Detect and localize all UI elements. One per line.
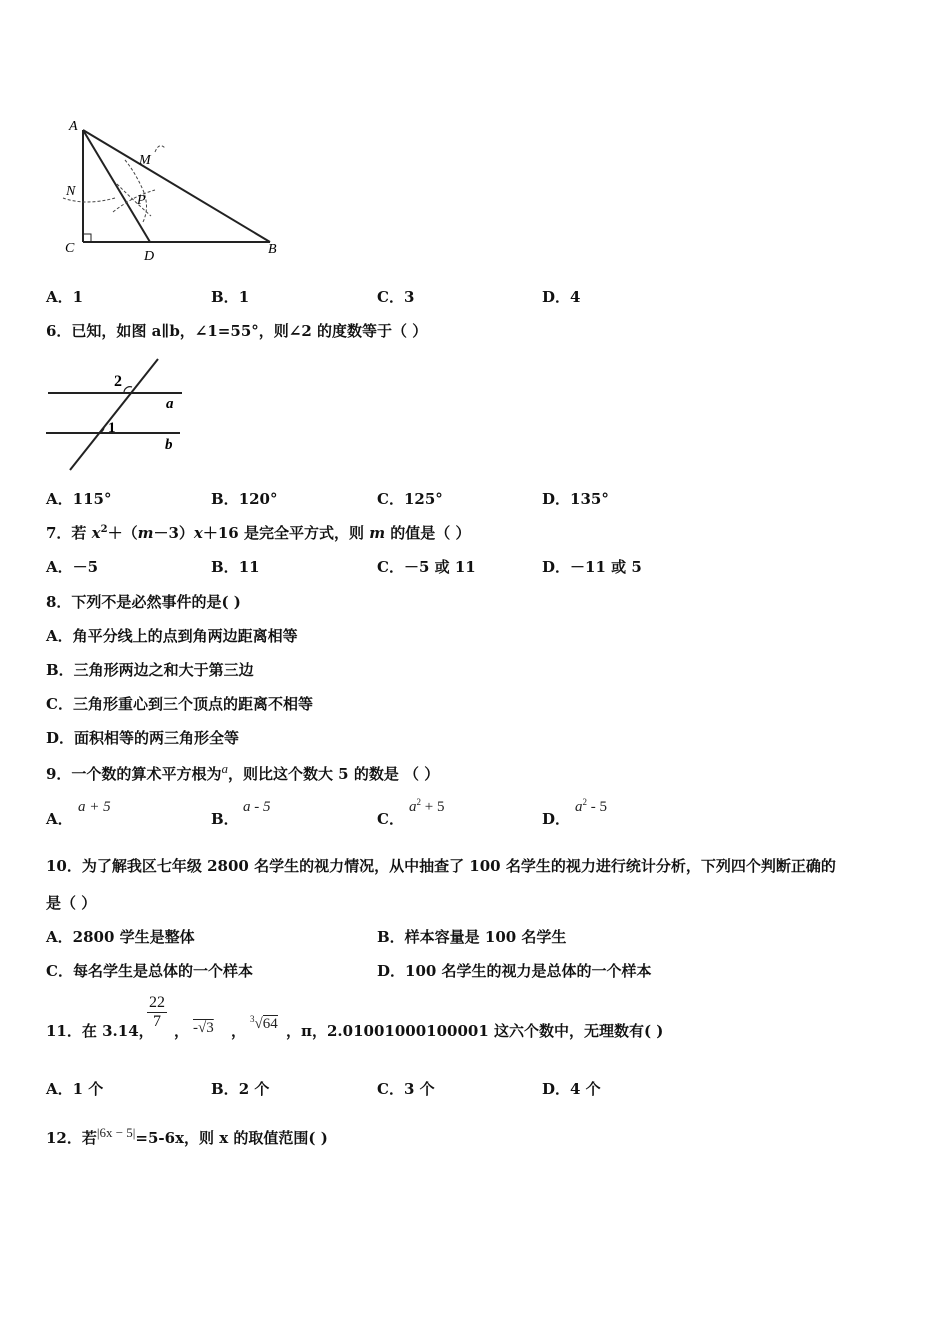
q9-option-a[interactable]: A． [46, 810, 73, 828]
q10-option-b[interactable]: B．样本容量是 100 名学生 [377, 928, 567, 946]
q7-option-c[interactable]: C．－5 或 11 [377, 558, 476, 576]
q6-option-d[interactable]: D．135° [542, 490, 609, 508]
cube-root-64: $^3$√64 [250, 1014, 278, 1032]
q10-option-a[interactable]: A．2800 学生是整体 [46, 928, 195, 946]
label-d: D [144, 249, 155, 264]
q7-option-a[interactable]: A．－5 [46, 558, 99, 576]
q9-option-c-expr: $a^2 + 5$ [409, 797, 445, 815]
label-b: b [165, 437, 173, 453]
label-m: M [139, 153, 151, 168]
parallel-lines-figure [44, 356, 189, 476]
label-n: N [66, 184, 76, 199]
q9-option-d-expr: $a^2 - 5$ [575, 797, 607, 815]
q9-option-b-expr: a - 5 [243, 799, 271, 815]
q9-option-a-expr: a + 5 [78, 799, 111, 815]
q8-stem: 8．下列不是必然事件的是( ) [46, 593, 241, 611]
q8-option-c[interactable]: C．三角形重心到三个顶点的距离不相等 [46, 695, 313, 713]
q6-option-c[interactable]: C．125° [377, 490, 443, 508]
q11-sep1: ， [174, 1022, 190, 1040]
q12-stem: 12．若$^{|6x - 5|}$=5-6x，则 x 的取值范围( ) [46, 1125, 328, 1147]
triangle-figure [55, 112, 295, 264]
label-a: A [69, 119, 78, 134]
q11-option-b[interactable]: B．2 个 [211, 1080, 270, 1098]
q8-option-a[interactable]: A．角平分线上的点到角两边距离相等 [46, 627, 298, 645]
label-angle-1: 1 [108, 420, 116, 436]
q10-stem-line1: 10．为了解我区七年级 2800 名学生的视力情况，从中抽查了 100 名学生的视力进行统计分析，下列四个判断正确的 [46, 857, 836, 875]
q7-option-b[interactable]: B．11 [211, 558, 260, 576]
q11-option-c[interactable]: C．3 个 [377, 1080, 435, 1098]
q10-option-c[interactable]: C．每名学生是总体的一个样本 [46, 962, 253, 980]
q6-option-a[interactable]: A．115° [46, 490, 112, 508]
q9-option-c[interactable]: C． [377, 810, 404, 828]
q5-option-a[interactable]: A．1 [46, 288, 84, 306]
q7-option-d[interactable]: D．－11 或 5 [542, 558, 642, 576]
q5-option-d[interactable]: D．4 [542, 288, 581, 306]
label-a: a [166, 396, 174, 412]
label-c: C [65, 241, 75, 256]
q11-option-d[interactable]: D．4 个 [542, 1080, 601, 1098]
label-angle-2: 2 [114, 373, 122, 390]
neg-sqrt-3: -√3 [193, 1020, 214, 1036]
arc-m-tick [155, 146, 165, 152]
right-angle-mark [83, 234, 91, 242]
bisector-ad [83, 130, 150, 242]
label-b: B [268, 242, 277, 257]
arc-p1 [113, 190, 155, 212]
q8-option-b[interactable]: B．三角形两边之和大于第三边 [46, 661, 254, 679]
q9-stem: 9．一个数的算术平方根为$^a$，则比这个数大 5 的数是 （ ） [46, 761, 440, 783]
q9-option-b[interactable]: B． [211, 810, 239, 828]
q7-stem: 7．若 $x^2+(m-3)x+16$ 是完全平方式，则 m 的值是（ ） [46, 524, 471, 542]
q11-option-a[interactable]: A．1 个 [46, 1080, 104, 1098]
q11-sep2: ， [231, 1022, 247, 1040]
q5-option-b[interactable]: B．1 [211, 288, 250, 306]
q6-stem: 6．已知，如图 a∥b，∠1=55°，则∠2 的度数等于（ ） [46, 322, 428, 340]
q11-stem-prefix: 11．在 3.14， [46, 1022, 154, 1040]
side-ab [83, 130, 270, 242]
q9-option-d[interactable]: D． [542, 810, 571, 828]
label-p: P [137, 193, 146, 208]
q8-option-d[interactable]: D．面积相等的两三角形全等 [46, 729, 240, 747]
q5-option-c[interactable]: C．3 [377, 288, 415, 306]
q10-option-d[interactable]: D．100 名学生的视力是总体的一个样本 [377, 962, 652, 980]
q11-stem-suffix: ，π，2.01001000100001 这六个数中，无理数有( ) [286, 1022, 664, 1040]
abs-expression: |6x − 5| [96, 1125, 136, 1140]
arc-m [125, 160, 147, 222]
q6-option-b[interactable]: B．120° [211, 490, 278, 508]
q10-stem-line2: 是（ ） [46, 894, 97, 912]
fraction-22-7: $\frac{22}{7}$ [149, 994, 165, 1030]
